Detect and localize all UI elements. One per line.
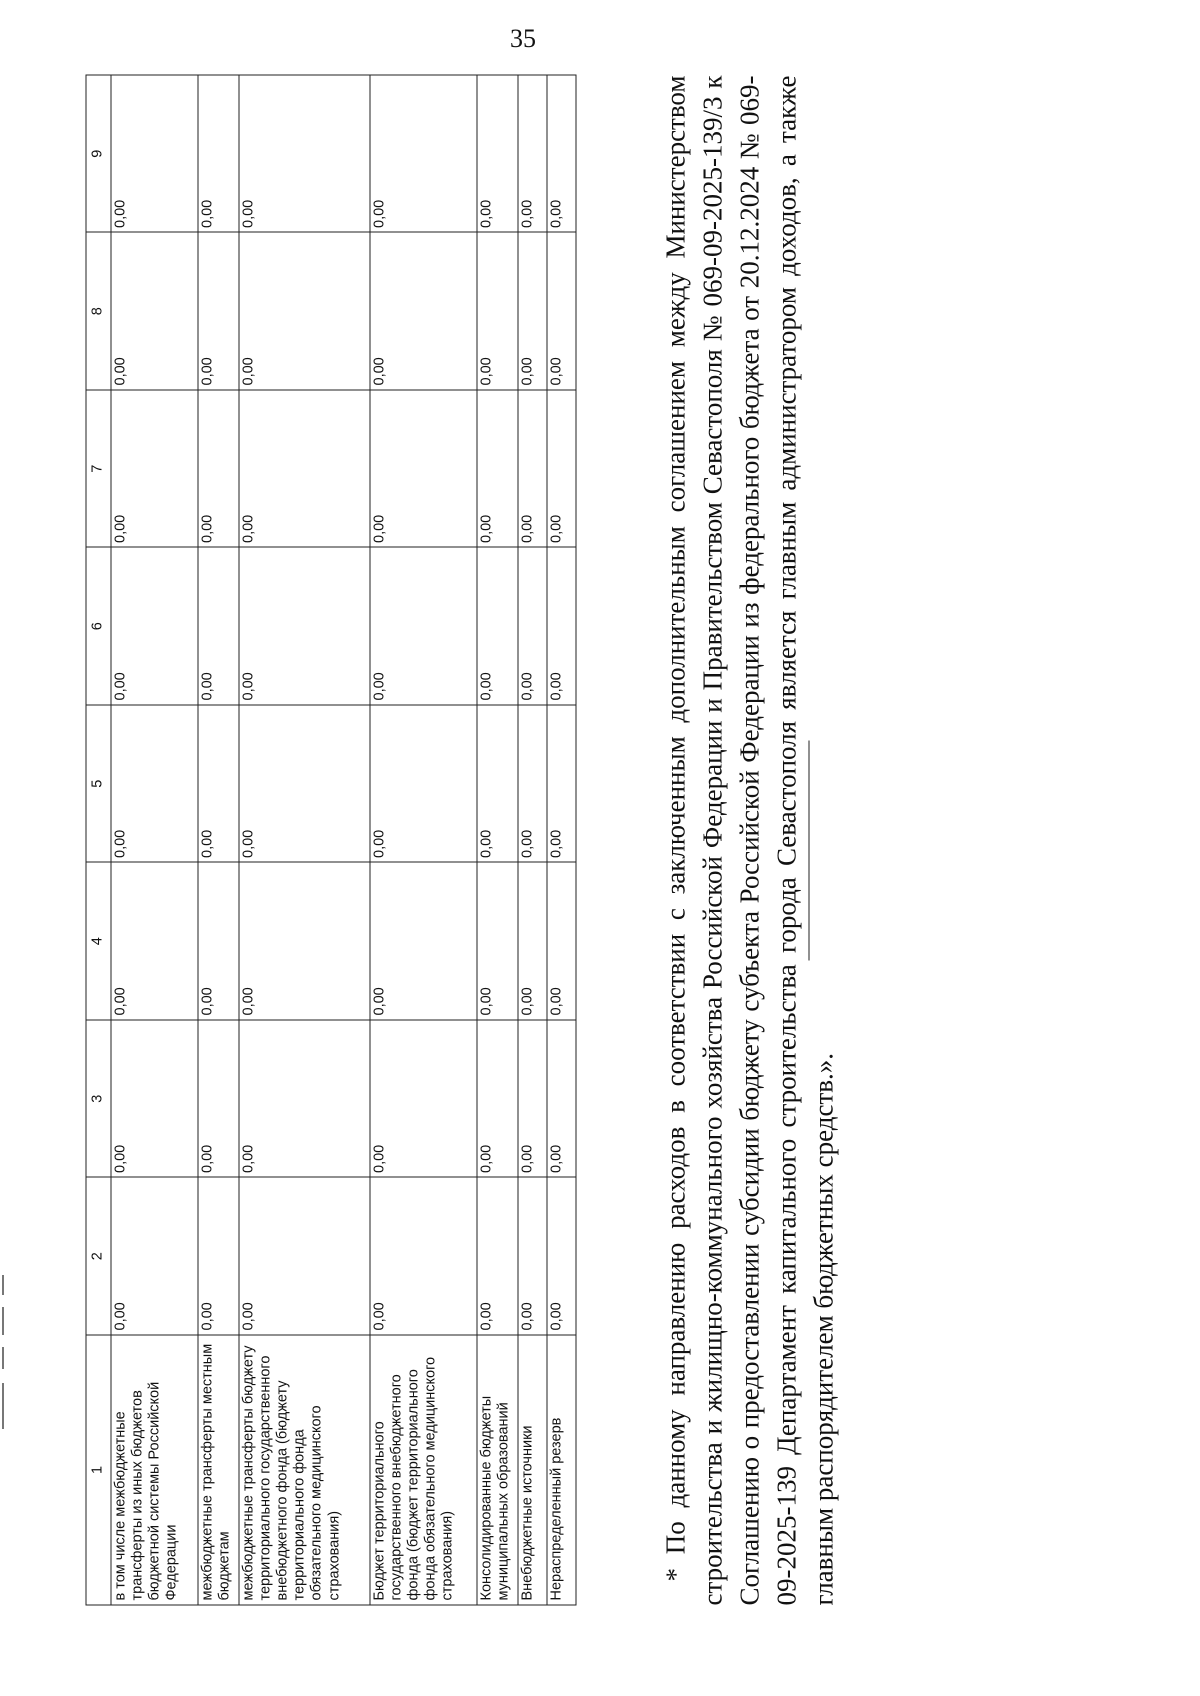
value-cell: 0,00: [198, 75, 239, 233]
row-name: межбюджетные трансферты бюджету территориального государственного внебюджетного фонда (бюджету территориального фонда обязательного медицинского страхования): [239, 1335, 370, 1605]
value-cell: 0,00: [547, 232, 576, 390]
column-header: 1: [86, 1335, 111, 1605]
value-cell: 0,00: [239, 232, 370, 390]
table-row: [477, 75, 518, 1605]
value-cell: 0,00: [518, 862, 547, 1020]
column-header: 4: [86, 862, 111, 1020]
value-cell: 0,00: [198, 862, 239, 1020]
value-cell: 0,00: [198, 547, 239, 705]
value-cell: 0,00: [198, 1177, 239, 1335]
row-name: межбюджетные трансферты местным бюджетам: [198, 1335, 239, 1605]
value-cell: 0,00: [111, 1177, 198, 1335]
value-cell: 0,00: [111, 1020, 198, 1178]
value-cell: 0,00: [477, 75, 518, 233]
row-name: Бюджет территориального государственного внебюджетного фонда (бюджет территориального фонда обязательного медицинского страхования): [370, 1335, 477, 1605]
value-cell: 0,00: [370, 390, 477, 548]
column-header: 6: [86, 547, 111, 705]
value-cell: 0,00: [239, 1020, 370, 1178]
column-header: 5: [86, 705, 111, 863]
value-cell: 0,00: [477, 232, 518, 390]
value-cell: 0,00: [111, 547, 198, 705]
value-cell: 0,00: [370, 547, 477, 705]
value-cell: 0,00: [547, 75, 576, 233]
row-name: Консолидированные бюджеты муниципальных образований: [477, 1335, 518, 1605]
column-header: 9: [86, 75, 111, 233]
value-cell: 0,00: [111, 232, 198, 390]
value-cell: 0,00: [111, 75, 198, 233]
value-cell: 0,00: [239, 1177, 370, 1335]
table-row: [198, 75, 239, 1605]
value-cell: 0,00: [518, 390, 547, 548]
value-cell: 0,00: [518, 705, 547, 863]
table-row: [370, 75, 477, 1605]
column-header: 2: [86, 1177, 111, 1335]
value-cell: 0,00: [518, 232, 547, 390]
value-cell: 0,00: [370, 75, 477, 233]
value-cell: 0,00: [370, 862, 477, 1020]
page-number: 35: [510, 24, 536, 53]
value-cell: 0,00: [239, 390, 370, 548]
value-cell: 0,00: [370, 232, 477, 390]
column-header: 3: [86, 1020, 111, 1178]
closing-rule: [808, 740, 809, 960]
value-cell: 0,00: [198, 232, 239, 390]
value-cell: 0,00: [111, 862, 198, 1020]
column-header: 7: [86, 390, 111, 548]
value-cell: 0,00: [198, 390, 239, 548]
value-cell: 0,00: [370, 1020, 477, 1178]
value-cell: 0,00: [370, 705, 477, 863]
table-row: [239, 75, 370, 1605]
column-header: 8: [86, 232, 111, 390]
value-cell: 0,00: [547, 1177, 576, 1335]
value-cell: 0,00: [518, 1020, 547, 1178]
value-cell: 0,00: [111, 705, 198, 863]
value-cell: 0,00: [477, 705, 518, 863]
value-cell: 0,00: [198, 1020, 239, 1178]
value-cell: 0,00: [477, 862, 518, 1020]
table-row: [518, 75, 547, 1605]
value-cell: 0,00: [370, 1177, 477, 1335]
row-name: в том числе межбюджетные трансферты из иных бюджетов бюджетной системы Российской Федерации: [111, 1335, 198, 1605]
value-cell: 0,00: [198, 705, 239, 863]
value-cell: 0,00: [547, 862, 576, 1020]
value-cell: 0,00: [547, 1020, 576, 1178]
value-cell: 0,00: [518, 1177, 547, 1335]
value-cell: 0,00: [477, 1177, 518, 1335]
budget-table: [85, 74, 576, 1605]
scan-edge-marks: [2, 1275, 5, 1435]
value-cell: 0,00: [239, 862, 370, 1020]
value-cell: 0,00: [518, 75, 547, 233]
value-cell: 0,00: [547, 547, 576, 705]
value-cell: 0,00: [477, 1020, 518, 1178]
value-cell: 0,00: [547, 390, 576, 548]
value-cell: 0,00: [239, 75, 370, 233]
table-row: [547, 75, 576, 1605]
value-cell: 0,00: [111, 390, 198, 548]
table-row: [111, 75, 198, 1605]
row-name: Нераспределенный резерв: [547, 1335, 576, 1605]
table-header-row: [86, 75, 111, 1605]
value-cell: 0,00: [547, 705, 576, 863]
value-cell: 0,00: [239, 547, 370, 705]
footnote: * По данному направлению расходов в соответствии с заключенным дополнительным соглашением между Министерством строительства и жилищно-коммунального хозяйства Российской Федерации и Правительством Севастополя № 069-09-2025-139/3 к Соглашению о предоставлении субсидии бюджету субъекта Российской Федерации из федерального бюджета от 20.12.2024 № 069-09-2025-139 Департамент капитального строительства города Севастополя является главным администратором доходов, а также главным распорядителем бюджетных средств.».: [660, 75, 838, 1605]
rotated-content: [85, 70, 1115, 1605]
row-name: Внебюджетные источники: [518, 1335, 547, 1605]
value-cell: 0,00: [518, 547, 547, 705]
value-cell: 0,00: [477, 390, 518, 548]
value-cell: 0,00: [239, 705, 370, 863]
value-cell: 0,00: [477, 547, 518, 705]
